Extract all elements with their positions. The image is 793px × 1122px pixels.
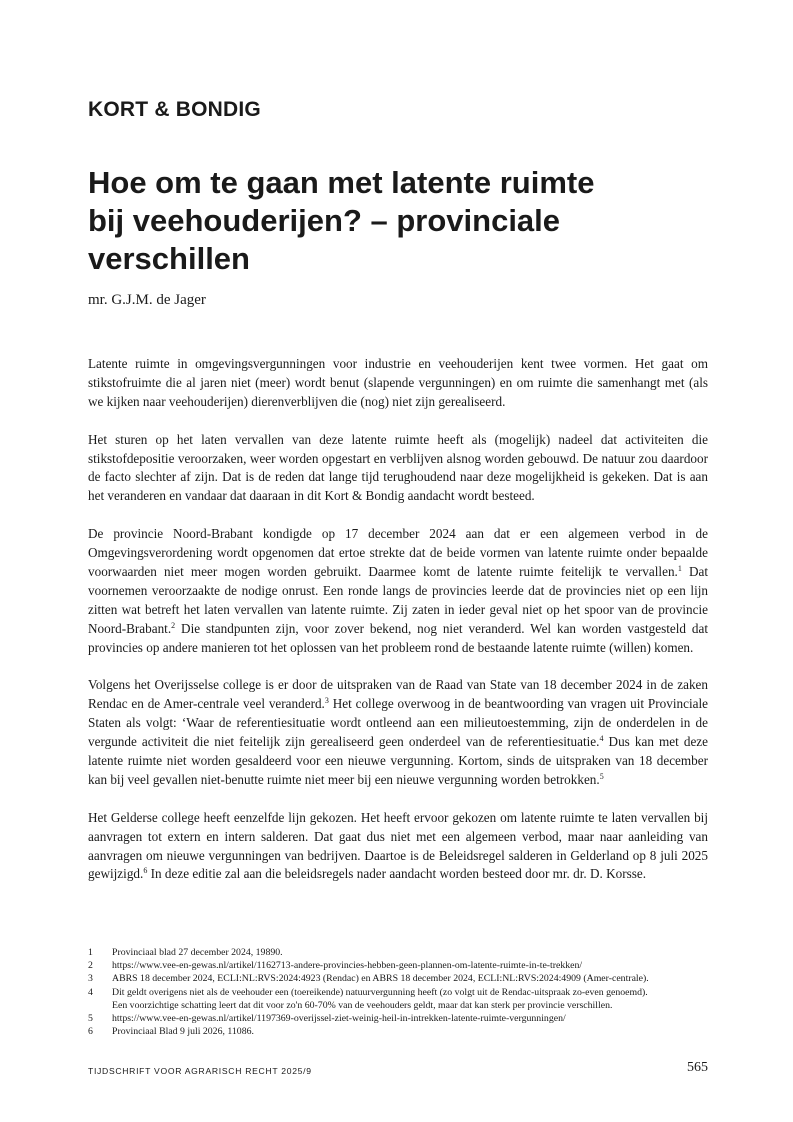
footnote-number: 1	[88, 947, 93, 958]
footnote-link[interactable]: https://www.vee-en-gewas.nl/artikel/1162713-andere-provincies-hebben-geen-plannen-om-latente-ruimte-in-te-trekken/	[112, 960, 583, 972]
footnote	[88, 1012, 712, 1025]
section-label: KORT & BONDIG	[88, 98, 261, 121]
footnote	[88, 1025, 712, 1038]
footnote-number: 6	[88, 1026, 93, 1038]
footnote-text	[112, 972, 712, 985]
text-segment: De provincie Noord-Brabant kondigde op 17 december 2024 aan dat er een algemeen verbod in de Omgevingsverordening wordt opgenomen dat ertoe strekte dat de beide vormen van latente ruimte onder bepaalde voorwaarden niet meer mogen worden gebruikt. Daarmee komt de latente ruimte feitelijk te vervallen.	[88, 526, 708, 579]
footnote-ref[interactable]: 3	[324, 696, 329, 706]
footnote-text[interactable]	[112, 1012, 712, 1025]
footnote-ref[interactable]: 2	[171, 620, 176, 630]
footnote-ref[interactable]: 1	[677, 563, 682, 573]
title-line: bij veehouderijen? – provinciale	[88, 203, 561, 238]
footnote-number: 4	[88, 986, 93, 998]
text-segment: Het Gelderse college heeft eenzelfde lijn gekozen. Het heeft ervoor gekozen om latente ruimte te laten vervallen bij aanvragen tot extern en intern salderen. Dat gaat dus niet met een algemeen verbod, maar naar aanleiding van aanvragen om nieuwe vergunningen van bedrijven. Daartoe is de Beleidsregel salderen in Gelderland op 8 juli 2025 gewijzigd.	[88, 809, 708, 882]
footnote-ref[interactable]: 4	[599, 734, 604, 744]
text-segment: Het college overwoog in de beantwoording van vragen uit Provinciale Staten als volgt: ‘Waar de referentiesituatie wordt ontleend aan een milieutoestemming, zijn de onderdelen in de vergunde activiteit die niet feitelijk zijn gerealiseerd geen onderdeel van de referentiesituatie.	[88, 696, 708, 750]
text-segment: Dus kan met deze latente ruimte niet worden gesaldeerd voor een nieuwe vergunning. Kortom, sinds de uitspraken van 18 december kan bij veel gevallen niet-benutte ruimte niet meer bij een nieuwe vergunning worden betrokken.	[88, 734, 708, 787]
footnote-number: 5	[88, 1013, 93, 1025]
paragraph	[88, 525, 708, 657]
footnote	[88, 959, 712, 972]
footnote-line: Provinciaal Blad 9 juli 2026, 11086.	[112, 1026, 254, 1038]
article-title	[88, 164, 708, 278]
text-segment: Latente ruimte in omgevingsvergunningen voor industrie en veehouderijen kent twee vormen. Het gaat om stikstofruimte die al jaren niet (meer) wordt benut (slapende vergunningen) en om ruimte die samenhangt met (als we kijken naar veehouderijen) dierenverblijven die (nog) niet zijn gerealiseerd.	[88, 356, 708, 409]
journal-footer: TIJDSCHRIFT VOOR AGRARISCH RECHT 2025/9	[88, 1066, 312, 1076]
footnote-line: Dit geldt overigens niet als de veehouder een (toereikende) natuurvergunning heeft (zo volgt uit de Rendac-uitspraak zo-even genoemd).	[112, 986, 648, 998]
footnote-line: Een voorzichtige schatting leert dat dit voor zo'n 60-70% van de veehouders geldt, maar dat kan sterk per provincie verschillen.	[112, 999, 613, 1011]
footnote-number: 2	[88, 960, 93, 972]
text-segment: Volgens het Overijsselse college is er door de uitspraken van de Raad van State van 18 december 2024 in de zaken Rendac en de Amer-centrale veel veranderd.	[88, 677, 708, 712]
footnote-line: Provinciaal blad 27 december 2024, 19890.	[112, 947, 283, 958]
footnote-line: ABRS 18 december 2024, ECLI:NL:RVS:2024:4923 (Rendac) en ABRS 18 december 2024, ECLI:NL:RVS:2024:4909 (Amer-centrale).	[112, 973, 649, 985]
title-line: Hoe om te gaan met latente ruimte	[88, 165, 595, 200]
paragraph	[88, 809, 708, 885]
footnote-text	[112, 986, 712, 1012]
text-segment: Het sturen op het laten vervallen van deze latente ruimte heeft als (mogelijk) nadeel dat activiteiten die stikstofdepositie veroorzaken, weer worden opgestart en verblijven alsnog worden gebouwd. De natuur zou daardoor de facto slechter af zijn. Dat is de reden dat lange tijd terughoudend naar deze mogelijkheid is gekeken. Dat is aan het veranderen en vandaar dat daaraan in dit Kort & Bondig aandacht wordt besteed.	[88, 431, 708, 504]
paragraph	[88, 676, 708, 789]
footnote	[88, 986, 712, 1012]
paragraph	[88, 431, 708, 507]
footnote-text[interactable]	[112, 959, 712, 972]
footnote-number: 3	[88, 973, 93, 985]
author-name: mr. G.J.M. de Jager	[88, 292, 206, 308]
footnotes	[88, 946, 712, 1038]
text-segment: Die standpunten zijn, voor zover bekend, nog niet veranderd. Wel kan worden vastgesteld dat provincies op andere manieren tot het oplossen van het probleem rond de bestaande latente ruimte (willen) komen.	[88, 620, 708, 655]
page-number: 565	[687, 1060, 708, 1075]
footnote	[88, 972, 712, 985]
footnote-link[interactable]: https://www.vee-en-gewas.nl/artikel/1197369-overijssel-ziet-weinig-heil-in-intrekken-latente-ruimte-vergunningen/	[112, 1013, 566, 1025]
footnote-text	[112, 946, 712, 959]
footnote-ref[interactable]: 5	[599, 771, 604, 781]
text-segment: Dat voornemen veroorzaakte de nodige onrust. Een ronde langs de provincies leerde dat de provincies niet op een lijn zitten wat betreft het laten vervallen van latente ruimte. Zij zaten in ieder geval niet op het spoor van de provincie Noord-Brabant.	[88, 563, 709, 636]
footnote-ref[interactable]: 6	[143, 866, 148, 876]
footnote	[88, 946, 712, 959]
footnote-text	[112, 1025, 712, 1038]
text-segment: In deze editie zal aan die beleidsregels nader aandacht worden besteed door mr. dr. D. Korsse.	[147, 866, 647, 882]
title-line: verschillen	[88, 241, 250, 276]
paragraph	[88, 355, 708, 412]
article-body	[88, 355, 708, 903]
